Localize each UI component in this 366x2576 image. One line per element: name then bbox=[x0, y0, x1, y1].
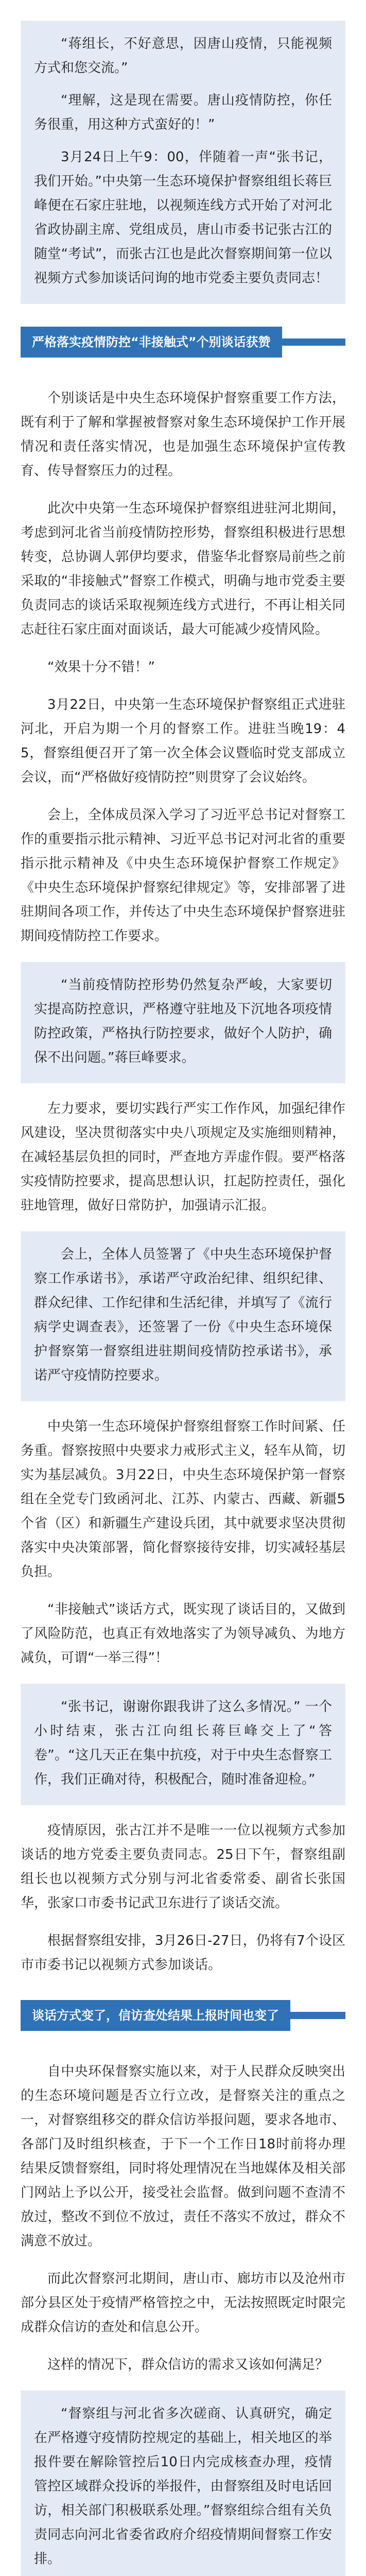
quote-box bbox=[21, 21, 345, 304]
quote-block-3 bbox=[0, 1231, 366, 1401]
quote-paragraph: “理解，这是现在需要。唐山疫情防控，你任务很重，用这种方式蛮好的！” bbox=[34, 93, 332, 132]
section-title: 谈话方式变了，信访查处结果上报时间也变了 bbox=[21, 2000, 290, 2031]
body-paragraph-7 bbox=[0, 1415, 366, 1584]
body-paragraph-6 bbox=[0, 1097, 366, 1218]
section-header-2 bbox=[0, 2000, 366, 2031]
body-paragraph-4 bbox=[0, 693, 366, 790]
body-text: “效果十分不错！” bbox=[47, 659, 155, 675]
body-text: 3月22日，中央第一生态环境保护督察组正式进驻河北，开启为期一个月的督察工作。进驻当晚19：45，督察组便召开了第一次全体会议暨临时党支部成立会议，而“严格做好疫情防控”则贯穿了会议始终。 bbox=[21, 697, 345, 785]
quote-block-4 bbox=[0, 1684, 366, 1805]
section-header-1 bbox=[0, 327, 366, 358]
body-paragraph-12 bbox=[0, 2267, 366, 2340]
body-paragraph-3 bbox=[0, 655, 366, 680]
quote-block-1 bbox=[0, 21, 366, 304]
quote-box bbox=[21, 1231, 345, 1401]
body-paragraph-8 bbox=[0, 1598, 366, 1670]
body-text: 中央第一生态环境保护督察组督察工作时间紧、任务重。督察按照中央要求力戒形式主义，轻车从简，切实为基层减负。3月22日，中央生态环境保护第一督察组在全党专门致函河北、江苏、内蒙古、西藏、新疆5个省（区）和新疆生产建设兵团，其中就要求坚决贯彻落实中央决策部署，简化督察接待安排，切实减轻基层负担。 bbox=[21, 1419, 345, 1580]
body-paragraph-11 bbox=[0, 2060, 366, 2253]
quote-paragraph: “蒋组长，不好意思，因唐山疫情，只能视频方式和您交流。” bbox=[34, 36, 332, 76]
section-bar-decoration bbox=[290, 2012, 345, 2019]
body-text: 会上，全体成员深入学习了习近平总书记对督察工作的重要指示批示精神、习近平总书记对河北省的重要指示批示精神及《中央生态环境保护督察工作规定》《中央生态环境保护督察纪律规定》等，安排部署了进驻期间各项工作，并传达了中央生态环境保护督察进驻期间疫情防控工作要求。 bbox=[21, 807, 345, 944]
body-text: 左力要求，要切实践行严实工作作风，加强纪律作风建设，坚决贯彻落实中央八项规定及实施细则精神，在减轻基层负担的同时，严查地方弄虚作假。要严格落实疫情防控要求，提高思想认识，扛起防控责任，强化驻地管理，做好日常防护，加强请示汇报。 bbox=[21, 1101, 345, 1213]
body-text: 自中央环保督察实施以来，对于人民群众反映突出的生态环境问题是否立行立改，是督察关注的重点之一，对督察组移交的群众信访举报问题，要求各地市、各部门及时组织核查，于下一个工作日18时前将办理结果反馈督察组，同时将处理情况在当地媒体及相关部门网站上予以公开，接受社会监督。做到问题不查清不放过，整改不到位不放过，责任不落实不放过，群众不满意不放过。 bbox=[21, 2064, 345, 2249]
body-text: “非接触式”谈话方式，既实现了谈话目的，又做到了风险防范，也真正有效地落实了为领导减负、为地方减负，可谓“一举三得”！ bbox=[21, 1602, 345, 1666]
quote-paragraph: “张书记，谢谢你跟我讲了这么多情况。” 一个小时结束，张古江向组长蒋巨峰交上了“答卷”。“这几天正在集中抗疫，对于中央生态督察工作，我们正确对待，积极配合，随时准备迎检。” bbox=[34, 1699, 332, 1787]
body-text: 个别谈话是中央生态环境保护督察重要工作方法，既有利于了解和掌握被督察对象生态环境保护工作开展情况和责任落实情况，也是加强生态环境保护宣传教育、传导督察压力的过程。 bbox=[21, 391, 345, 479]
body-paragraph-2 bbox=[0, 497, 366, 642]
quote-box bbox=[21, 2391, 345, 2576]
quote-block-5 bbox=[0, 2391, 366, 2576]
quote-block-2 bbox=[0, 962, 366, 1083]
quote-paragraph: “督察组与河北省多次磋商、认真研究，确定在严格遵守疫情防控规定的基础上，相关地区的举报件要在解除管控后10日内完成核查办理，疫情管控区域群众投诉的举报件，由督察组及时电话回访，相关部门积极联系处理。”督察组综合组有关负责同志向河北省委省政府介绍疫情期间督察工作安排。 bbox=[34, 2406, 332, 2567]
body-paragraph-1 bbox=[0, 386, 366, 483]
body-text: 根据督察组安排，3月26日-27日，仍将有7个设区市市委书记以视频方式参加谈话。 bbox=[21, 1933, 345, 1973]
quote-paragraph: 3月24日上午9：00，伴随着一声“张书记，我们开始。”中央第一生态环境保护督察组组长蒋巨峰便在石家庄驻地，以视频连线方式开始了对河北省政协副主席、党组成员，唐山市委书记张古江的随堂“考试”，而张古江也是此次督察期间第一位以视频方式参加谈话问询的地市党委主要负责同志！ bbox=[34, 149, 332, 286]
body-text: 此次中央第一生态环境保护督察组进驻河北期间，考虑到河北省当前疫情防控形势，督察组积极进行思想转变，总协调人郭伊均要求，借鉴华北督察局前些之前采取的“非接触式”督察工作模式，明确与地市党委主要负责同志的谈话采取视频连线方式进行，不再让相关同志赶往石家庄面对面谈话，最大可能减少疫情风险。 bbox=[21, 501, 345, 637]
quote-box bbox=[21, 962, 345, 1083]
body-text: 这样的情况下，群众信访的需求又该如何满足？ bbox=[47, 2357, 329, 2372]
quote-paragraph: “当前疫情防控形势仍然复杂严峻，大家要切实提高防控意识，严格遵守驻地及下沉地各项疫情防控政策，严格执行防控要求，做好个人防护，确保不出问题。”蒋巨峰要求。 bbox=[34, 977, 332, 1065]
body-text: 而此次督察河北期间，唐山市、廊坊市以及沧州市部分县区处于疫情严格管控之中，无法按照既定时限完成群众信访的查处和信息公开。 bbox=[21, 2271, 345, 2335]
section-title: 严格落实疫情防控“非接触式”个别谈话获赞 bbox=[21, 327, 282, 358]
quote-box bbox=[21, 1684, 345, 1805]
body-text: 疫情原因，张古江并不是唯一一位以视频方式参加谈话的地方党委主要负责同志。25日下午，督察组副组长也以视频方式分别与河北省委常委、副省长张国华，张家口市委书记武卫东进行了谈话交流。 bbox=[21, 1823, 345, 1911]
body-paragraph-9 bbox=[0, 1819, 366, 1916]
body-paragraph-5 bbox=[0, 803, 366, 948]
body-paragraph-10 bbox=[0, 1929, 366, 1977]
body-paragraph-13 bbox=[0, 2353, 366, 2377]
section-bar-decoration bbox=[282, 338, 345, 346]
quote-paragraph: 会上，全体人员签署了《中央生态环境保护督察工作承诺书》，承诺严守政治纪律、组织纪律、群众纪律、工作纪律和生活纪律，并填写了《流行病学史调查表》，还签署了一份《中央生态环境保护督察第一督察组进驻期间疫情防控承诺书》，承诺严守疫情防控要求。 bbox=[34, 1247, 332, 1383]
